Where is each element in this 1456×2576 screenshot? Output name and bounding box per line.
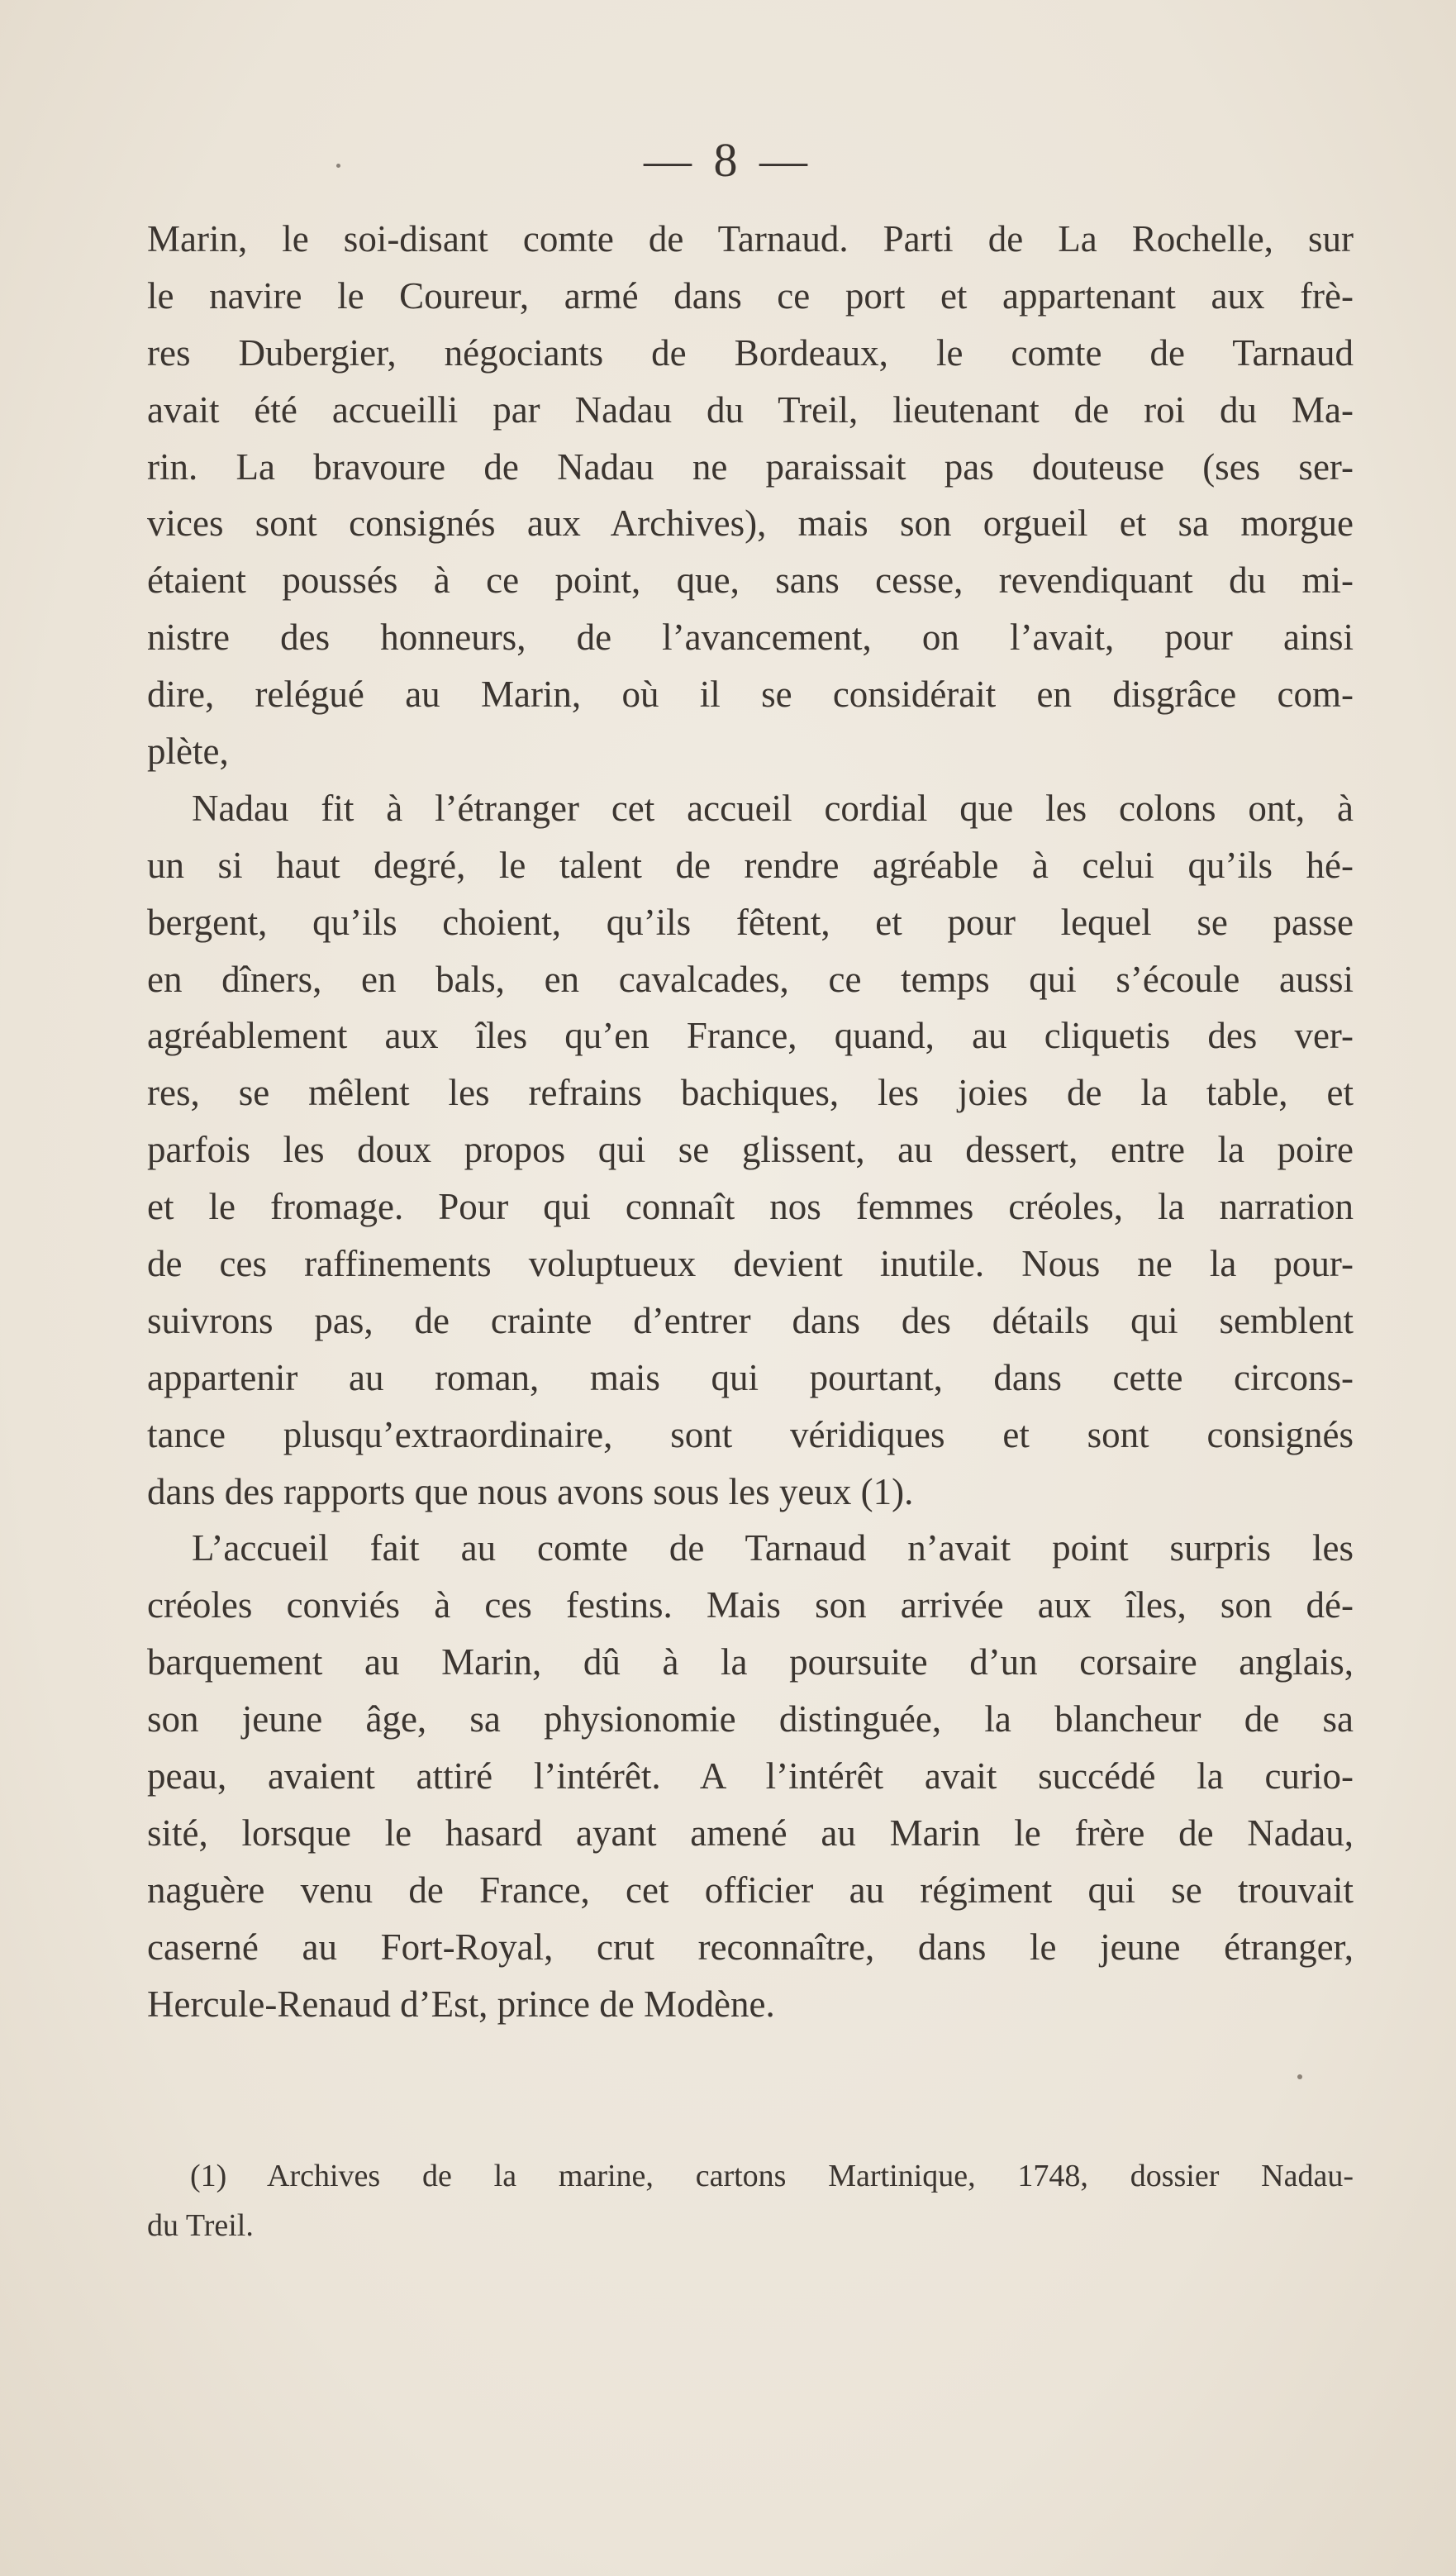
text-line: res Dubergier, négociants de Bordeaux, le comte de Tarnaud (147, 331, 1354, 374)
text-line: dire, relégué au Marin, où il se considérait en disgrâce com- (147, 674, 1354, 716)
text-line: son jeune âge, sa physionomie distinguée, la blancheur de sa (147, 1698, 1354, 1740)
text-line: Marin, le soi-disant comte de Tarnaud. Parti de La Rochelle, sur (147, 218, 1354, 260)
text-line: bergent, qu’ils choient, qu’ils fêtent, et pour lequel se passe (147, 901, 1354, 943)
text-line: peau, avaient attiré l’intérêt. A l’intérêt avait succédé la curio- (147, 1755, 1354, 1797)
paragraph-start: L’accueil fait au comte de Tarnaud n’avait point surpris les (192, 1527, 1354, 1569)
text-line: en dîners, en bals, en cavalcades, ce temps qui s’écoule aussi (147, 958, 1354, 1000)
text-line: étaient poussés à ce point, que, sans cesse, revendiquant du mi- (147, 559, 1354, 602)
text-line: barquement au Marin, dû à la poursuite d’un corsaire anglais, (147, 1641, 1354, 1683)
text-line: agréablement aux îles qu’en France, quand, au cliquetis des ver- (147, 1015, 1354, 1057)
text-line: créoles conviés à ces festins. Mais son arrivée aux îles, son dé- (147, 1584, 1354, 1626)
text-line: appartenir au roman, mais qui pourtant, dans cette circons- (147, 1356, 1354, 1398)
footnote-line: (1) Archives de la marine, cartons Martinique, 1748, dossier Nadau- (190, 2159, 1354, 2193)
footnote (147, 2151, 1354, 2250)
text-line: le navire le Coureur, armé dans ce port et appartenant aux frè- (147, 274, 1354, 317)
text-line: res, se mêlent les refrains bachiques, les joies de la table, et (147, 1072, 1354, 1114)
text-line: avait été accueilli par Nadau du Treil, lieutenant de roi du Ma- (147, 388, 1354, 431)
text-line: vices sont consignés aux Archives), mais son orgueil et sa morgue (147, 502, 1354, 545)
text-line: tance plusqu’extraordinaire, sont véridiques et sont consignés (147, 1413, 1354, 1455)
text-line: de ces raffinements voluptueux devient inutile. Nous ne la pour- (147, 1243, 1354, 1285)
text-line: sité, lorsque le hasard ayant amené au Marin le frère de Nadau, (147, 1812, 1354, 1854)
text-line: nistre des honneurs, de l’avancement, on l’avait, pour ainsi (147, 617, 1354, 659)
text-line: dans des rapports que nous avons sous les yeux (1). (147, 1470, 914, 1512)
page-number: — 8 — (644, 133, 812, 187)
text-line: et le fromage. Pour qui connaît nos femmes créoles, la narration (147, 1186, 1354, 1228)
text-line: Hercule-Renaud d’Est, prince de Modène. (147, 1983, 775, 2025)
footnote-line: du Treil. (147, 2208, 254, 2243)
text-line: rin. La bravoure de Nadau ne paraissait pas douteuse (ses ser- (147, 445, 1354, 488)
text-line: un si haut degré, le talent de rendre agréable à celui qu’ils hé- (147, 844, 1354, 886)
text-line: caserné au Fort-Royal, crut reconnaître, dans le jeune étranger, (147, 1926, 1354, 1968)
ink-speck (1297, 2074, 1302, 2079)
paragraph-start: Nadau fit à l’étranger cet accueil cordial que les colons ont, à (192, 787, 1354, 829)
text-line: plète, (147, 731, 229, 773)
body-text (147, 211, 1354, 2033)
text-line: suivrons pas, de crainte d’entrer dans des détails qui semblent (147, 1299, 1354, 1341)
text-line: parfois les doux propos qui se glissent, au dessert, entre la poire (147, 1129, 1354, 1171)
text-line: naguère venu de France, cet officier au régiment qui se trouvait (147, 1869, 1354, 1911)
